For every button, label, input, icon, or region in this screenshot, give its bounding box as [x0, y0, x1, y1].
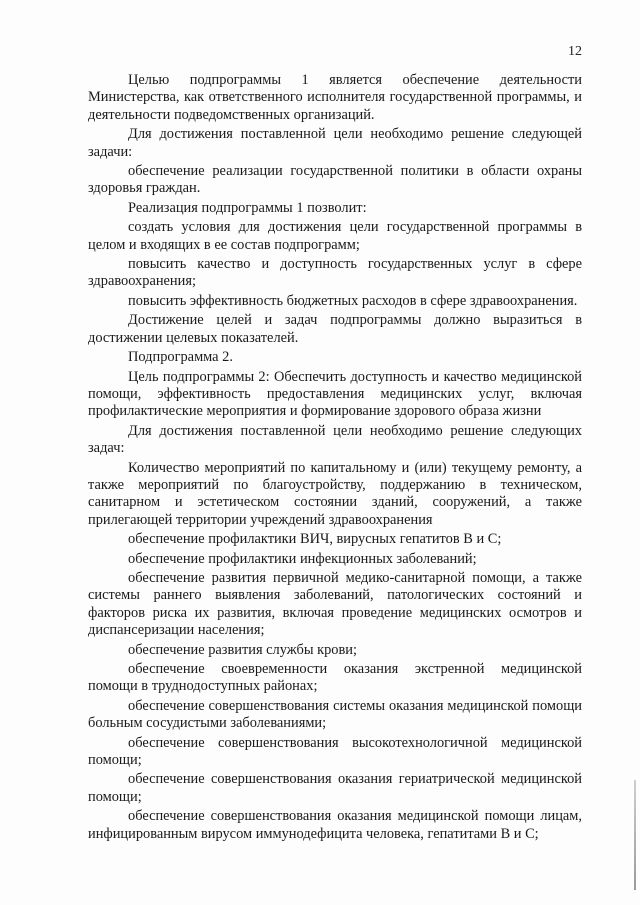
paragraph: Количество мероприятий по капитальному и (или) текущему ремонту, а также мероприятий по благоустройству, поддержанию в техническом, санитарном и эстетическом состоянии зданий, сооружений, а также прилегающей территории учреждений здравоохранения — [88, 459, 582, 528]
paragraph: Цель подпрограммы 2: Обеспечить доступность и качество медицинской помощи, эффективность предоставления медицинских услуг, включая профилактические мероприятия и формирование здорового образа жизни — [88, 368, 582, 420]
paragraph: Достижение целей и задач подпрограммы должно выразиться в достижении целевых показателей. — [88, 312, 582, 346]
paragraph: обеспечение совершенствования системы оказания медицинской помощи больным сосудистыми заболеваниями; — [88, 697, 582, 732]
paragraph: обеспечение профилактики ВИЧ, вирусных гепатитов В и С; — [128, 531, 502, 548]
paragraph: создать условия для достижения цели государственной программы в целом и входящих в ее состав подпрограмм; — [88, 219, 582, 253]
paragraph: повысить эффективность бюджетных расходов в сфере здравоохранения. — [128, 292, 578, 309]
paragraph: Целью подпрограммы 1 является обеспечение деятельности Министерства, как ответственного исполнителя государственной программы, и деятельности подведомственных организаций. — [88, 72, 582, 123]
paragraph: повысить качество и доступность государственных услуг в сфере здравоохранения; — [88, 256, 582, 290]
paragraph: обеспечение развития службы крови; — [128, 641, 357, 658]
paragraph: обеспечение совершенствования высокотехнологичной медицинской помощи; — [88, 734, 582, 769]
paragraph: Для достижения поставленной цели необходимо решение следующей задачи: — [88, 126, 582, 160]
paragraph: обеспечение профилактики инфекционных заболеваний; — [128, 550, 477, 567]
paragraph: обеспечение реализации государственной политики в области охраны здоровья граждан. — [88, 163, 582, 197]
paragraph: обеспечение своевременности оказания экстренной медицинской помощи в труднодоступных районах; — [88, 661, 582, 695]
paragraph: Для достижения поставленной цели необходимо решение следующих задач: — [88, 422, 582, 457]
paragraph: Подпрограмма 2. — [128, 349, 233, 366]
scan-edge-mark — [634, 780, 636, 890]
paragraph: обеспечение совершенствования оказания гериатрической медицинской помощи; — [88, 771, 582, 805]
document-body — [88, 72, 582, 845]
page-number: 12 — [568, 44, 582, 59]
paragraph: Реализация подпрограммы 1 позволит: — [128, 199, 367, 216]
paragraph: обеспечение совершенствования оказания медицинской помощи лицам, инфицированным вирусом иммунодефицита человека, гепатитами В и С; — [88, 808, 582, 842]
paragraph: обеспечение развития первичной медико-санитарной помощи, а также системы раннего выявления заболеваний, патологических состояний и факторов риска их развития, включая проведение медицинских осмотров и диспансеризации населения; — [88, 569, 582, 639]
